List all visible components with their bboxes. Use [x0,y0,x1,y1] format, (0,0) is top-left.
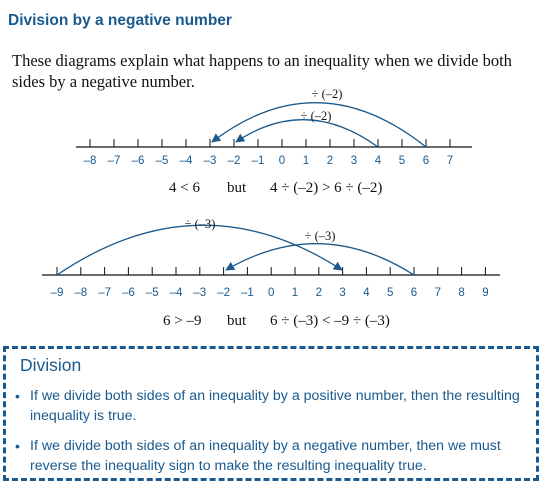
arc-right-label: ÷ (–3) [304,229,336,243]
tick-label: –2 [227,155,241,167]
tick-label: 0 [267,287,275,299]
arc-top-label: ÷ (–2) [311,87,343,101]
tick-label: 5 [386,287,394,299]
tick-label: 6 [410,287,418,299]
tick-label: –5 [145,287,159,299]
tick-label: 7 [434,287,442,299]
box-title: Division [20,355,82,375]
rule-bullet-negative [14,436,529,476]
tick-label: 9 [482,287,489,299]
statement-1-but: but [227,180,247,196]
statement-2-left: 6 > –9 [163,313,202,329]
tick-label: 2 [326,155,334,167]
tick-label: –6 [131,155,145,167]
statement-2-but: but [227,313,247,329]
tick-label: 2 [315,287,323,299]
tick-marks [57,267,485,275]
section-title: Division by a negative number [8,12,232,29]
intro-paragraph: These diagrams explain what happens to an inequality when we divide both sides by a negative number. [12,51,512,91]
bullet-dot-icon: • [15,388,20,404]
tick-label: 4 [363,287,370,299]
tick-label: –6 [122,287,135,299]
arc-inner-label: ÷ (–2) [300,109,332,123]
rule-text-negative: If we divide both sides of an inequality by a negative number, then we must reverse the inequality sign to make the resulting inequality true. [30,438,501,474]
tick-label: 1 [291,287,299,299]
arc-4-to-minus-2 [236,120,378,147]
tick-label: 6 [422,155,430,167]
arc-6-to-minus-2 [226,244,414,275]
tick-label: –3 [203,155,217,167]
tick-label: 0 [278,155,286,167]
tick-marks [90,139,450,147]
tick-label: 3 [350,155,358,167]
tick-label: –4 [169,287,183,299]
tick-label: –8 [83,155,97,167]
tick-label: 4 [374,155,382,167]
tick-label: 3 [339,287,346,299]
tick-label: 7 [446,155,454,167]
rule-bullet-positive [14,386,529,426]
tick-label: 5 [398,155,406,167]
tick-label: –1 [241,287,254,299]
tick-label: –4 [179,155,193,167]
tick-label: –7 [107,155,121,167]
tick-label: –3 [193,287,207,299]
statement-2-right: 6 ÷ (–3) < –9 ÷ (–3) [270,313,390,329]
tick-label: –8 [74,287,88,299]
statement-1-left: 4 < 6 [169,180,200,196]
tick-label: –9 [50,287,64,299]
tick-label: –5 [155,155,169,167]
tick-label: –1 [251,155,265,167]
tick-labels [84,155,454,167]
tick-label: –2 [217,287,230,299]
tick-label: –7 [98,287,111,299]
tick-labels [51,287,489,299]
arc-left-label: ÷ (–3) [184,217,216,231]
tick-label: 1 [302,155,310,167]
number-line-diagram-2 [0,210,548,320]
tick-label: 8 [458,287,465,299]
division-rule-box [3,346,539,481]
bullet-dot-icon: • [15,438,20,454]
statement-1-right: 4 ÷ (–2) > 6 ÷ (–2) [270,180,383,196]
rule-text-positive: If we divide both sides of an inequality by a positive number, then the resulting inequality is true. [30,388,520,424]
